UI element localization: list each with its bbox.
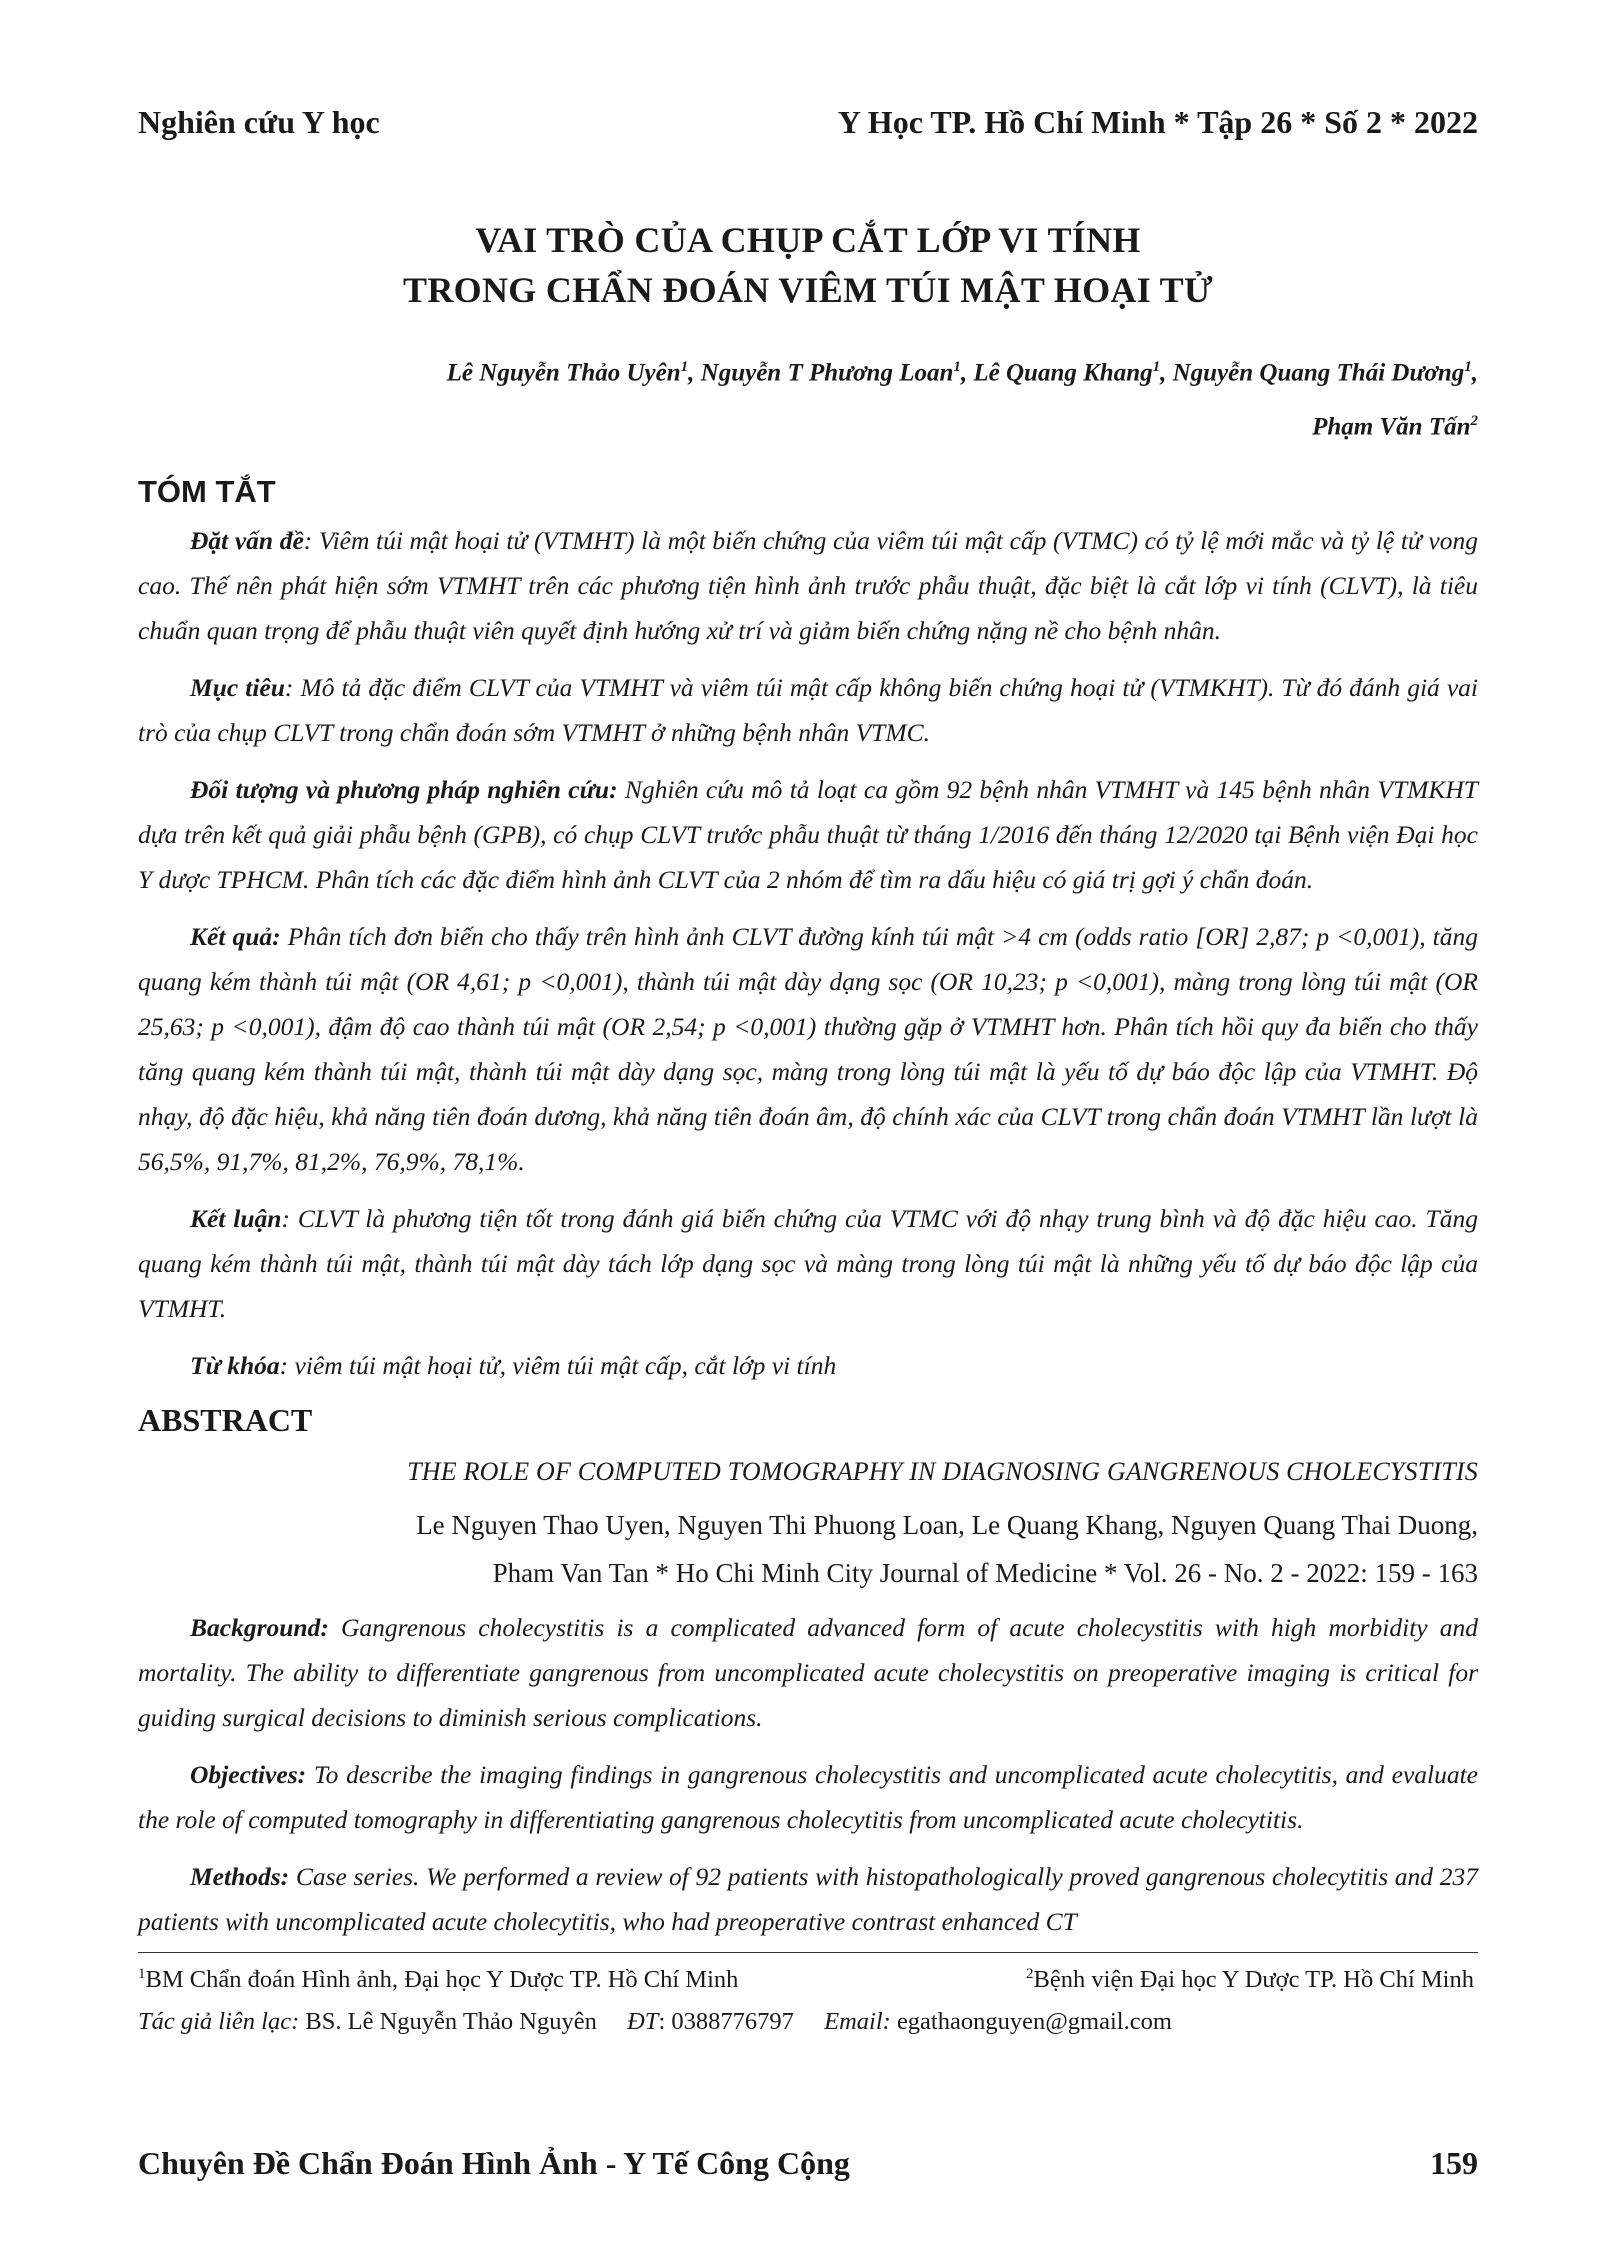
affiliation-mark: 1 [1464,359,1472,375]
en-methods-paragraph [138,1854,1478,1944]
author-list: Lê Nguyễn Thảo Uyên$^1$, Nguyễn T Phương Loan$^1$, Lê Quang Khang$^1$, Nguyễn Quang Thái Dương$^1$, Phạm Văn Tấn$^2$ [446,359,1478,441]
paragraph-text: : CLVT là phương tiện tốt trong đánh giá biến chứng của VTMC với độ nhạy trung bình và độ đặc hiệu cao. Tăng quang kém thành túi mật, thành túi mật dày tách lớp dạng sọc và màng trong lòng túi mật là những yếu tố dự báo độc lập của VTMHT. [138,1203,1478,1323]
affiliation-mark: 1 [953,359,961,375]
paragraph-text: : Mô tả đặc điểm CLVT của VTMHT và viêm túi mật cấp không biến chứng hoại tử (VTMKHT). Từ đó đánh giá vai trò của chụp CLVT trong chẩn đoán sớm VTMHT ở những bệnh nhân VTMC. [138,672,1478,747]
footnotes [138,1953,1478,2043]
paragraph-label: Mục tiêu [190,672,285,702]
vn-keywords-paragraph [138,1343,1478,1388]
paragraph-text: To describe the imaging findings in gangrenous cholecystitis and uncomplicated acute cholecytitis, and evaluate the role of computed tomography in differentiating gangrenous cholecytitis from uncomplicated acute cholecytitis. [138,1759,1478,1834]
contact-name: BS. Lê Nguyễn Thảo Nguyên [299,2007,597,2035]
footer-issue-title: Chuyên Đề Chẩn Đoán Hình Ảnh - Y Tế Công Cộng [138,2145,850,2181]
paragraph-label: Từ khóa [190,1350,280,1380]
article-title [138,215,1478,315]
email-label: Email: [824,2007,891,2035]
en-objectives-paragraph [138,1752,1478,1842]
paragraph-text: : viêm túi mật hoại tử, viêm túi mật cấp, cắt lớp vi tính [279,1350,837,1380]
paragraph-text: Gangrenous cholecystitis is a complicated advanced form of acute cholecystitis with high morbidity and mortality. The ability to differentiate gangrenous from uncomplicated acute cholecystitis on preoperative imaging is critical for guiding surgical decisions to diminish serious complications. [138,1612,1478,1732]
paragraph-text: Phân tích đơn biến cho thấy trên hình ảnh CLVT đường kính túi mật >4 cm (odds ratio [OR] 2,87; p <0,001), tăng quang kém thành túi mật (OR 4,61; p <0,001), thành túi mật dày dạng sọc (OR 10,23; p <0,001), màng trong lòng túi mật (OR 25,63; p <0,001), đậm độ cao thành túi mật (OR 2,54; p <0,001) thường gặp ở VTMHT hơn. Phân tích hồi quy đa biến cho thấy tăng quang kém thành túi mật, thành túi mật dày dạng sọc, màng trong lòng túi mật là yếu tố dự báo độc lập của VTMHT. Độ nhạy, độ đặc hiệu, khả năng tiên đoán dương, khả năng tiên đoán âm, độ chính xác của CLVT trong chẩn đoán VTMHT lần lượt là 56,5%, 91,7%, 81,2%, 76,9%, 78,1%. [138,921,1478,1176]
running-header [138,104,1478,141]
header-section-name: Nghiên cứu Y học [138,104,380,140]
phone-number: : 0388776797 [658,2007,794,2035]
running-footer [138,2145,1478,2182]
vn-objective-paragraph [138,665,1478,755]
paragraph-label: Background: [190,1612,329,1642]
email-address: egathaonguyen@gmail.com [890,2007,1172,2035]
affiliation-2: $^2$Bệnh viện Đại học Y Dược TP. Hồ Chí Minh [1026,1965,1474,1993]
paper-page [138,100,1478,2200]
affiliation-mark: 2 [1470,413,1478,430]
page-number: 159 [1430,2145,1478,2181]
author-name: Lê Nguyễn Thảo Uyên [446,359,681,387]
paragraph-label: Methods: [190,1861,290,1891]
paragraph-text: : Viêm túi mật hoại tử (VTMHT) là một biến chứng của viêm túi mật cấp (VTMC) có tỷ lệ mới mắc và tỷ lệ tử vong cao. Thế nên phát hiện sớm VTMHT trên các phương tiện hình ảnh trước phẫu thuật, đặc biệt là cắt lớp vi tính (CLVT), là tiêu chuẩn quan trọng để phẫu thuật viên quyết định hướng xử trí và giảm biến chứng nặng nề cho bệnh nhân. [138,525,1478,645]
paragraph-text: Nghiên cứu mô tả loạt ca gồm 92 bệnh nhân VTMHT và 145 bệnh nhân VTMKHT dựa trên kết quả giải phẫu bệnh (GPB), có chụp CLVT trước phẫu thuật từ tháng 1/2016 đến tháng 12/2020 tại Bệnh viện Đại học Y dược TPHCM. Phân tích các đặc điểm hình ảnh CLVT của 2 nhóm để tìm ra dấu hiệu có giá trị gợi ý chẩn đoán. [138,774,1478,894]
vn-results-paragraph [138,914,1478,1184]
vn-abstract-body [138,518,1478,1388]
paragraph-label: Đặt vấn đề [190,525,304,555]
en-abstract-body [138,1605,1478,1944]
author-name: Lê Quang Khang [973,359,1153,387]
en-article-title: THE ROLE OF COMPUTED TOMOGRAPHY IN DIAGNOSING GANGRENOUS CHOLECYSTITIS [407,1456,1478,1486]
en-authors-line-1: Le Nguyen Thao Uyen, Nguyen Thi Phuong Loan, Le Quang Khang, Nguyen Quang Thai Duong, [416,1509,1478,1540]
paragraph-label: Kết luận [190,1203,282,1233]
en-author-citation [138,1501,1478,1597]
title-line-2: TRONG CHẨN ĐOÁN VIÊM TÚI MẬT HOẠI TỬ [403,270,1213,310]
vn-methods-paragraph [138,767,1478,902]
vn-conclusion-paragraph [138,1196,1478,1331]
paragraph-label: Kết quả: [190,921,281,951]
paragraph-label: Objectives: [190,1759,307,1789]
corresponding-author [138,2001,1478,2043]
en-abstract-heading: ABSTRACT [138,1401,313,1438]
affiliation-1: $^1$BM Chẩn đoán Hình ảnh, Đại học Y Dược TP. Hồ Chí Minh [138,1965,739,1993]
author-name: Nguyễn T Phương Loan [700,359,954,387]
author-name: Nguyễn Quang Thái Dương [1172,359,1465,387]
contact-label: Tác giả liên lạc: [138,2007,300,2035]
vn-background-paragraph [138,518,1478,653]
phone-label: ĐT [627,2007,659,2035]
author-name: Phạm Văn Tấn [1312,413,1471,441]
affiliation-mark: 1 [680,359,689,375]
affiliation-mark: 1 [1152,359,1161,375]
title-line-1: VAI TRÒ CỦA CHỤP CẮT LỚP VI TÍNH [475,220,1141,260]
vn-abstract-heading: TÓM TẮT [138,473,276,509]
paragraph-label: Đối tượng và phương pháp nghiên cứu: [190,774,618,804]
header-journal-info: Y Học TP. Hồ Chí Minh * Tập 26 * Số 2 * 2022 [837,104,1478,140]
paragraph-text: Case series. We performed a review of 92 patients with histopathologically proved gangrenous cholecytitis and 237 patients with uncomplicated acute cholecytitis, who had preoperative contrast enhanced CT [138,1861,1478,1936]
en-authors-line-2: Pham Van Tan * Ho Chi Minh City Journal of Medicine * Vol. 26 - No. 2 - 2022: 159 - 163 [492,1557,1478,1588]
en-background-paragraph [138,1605,1478,1740]
